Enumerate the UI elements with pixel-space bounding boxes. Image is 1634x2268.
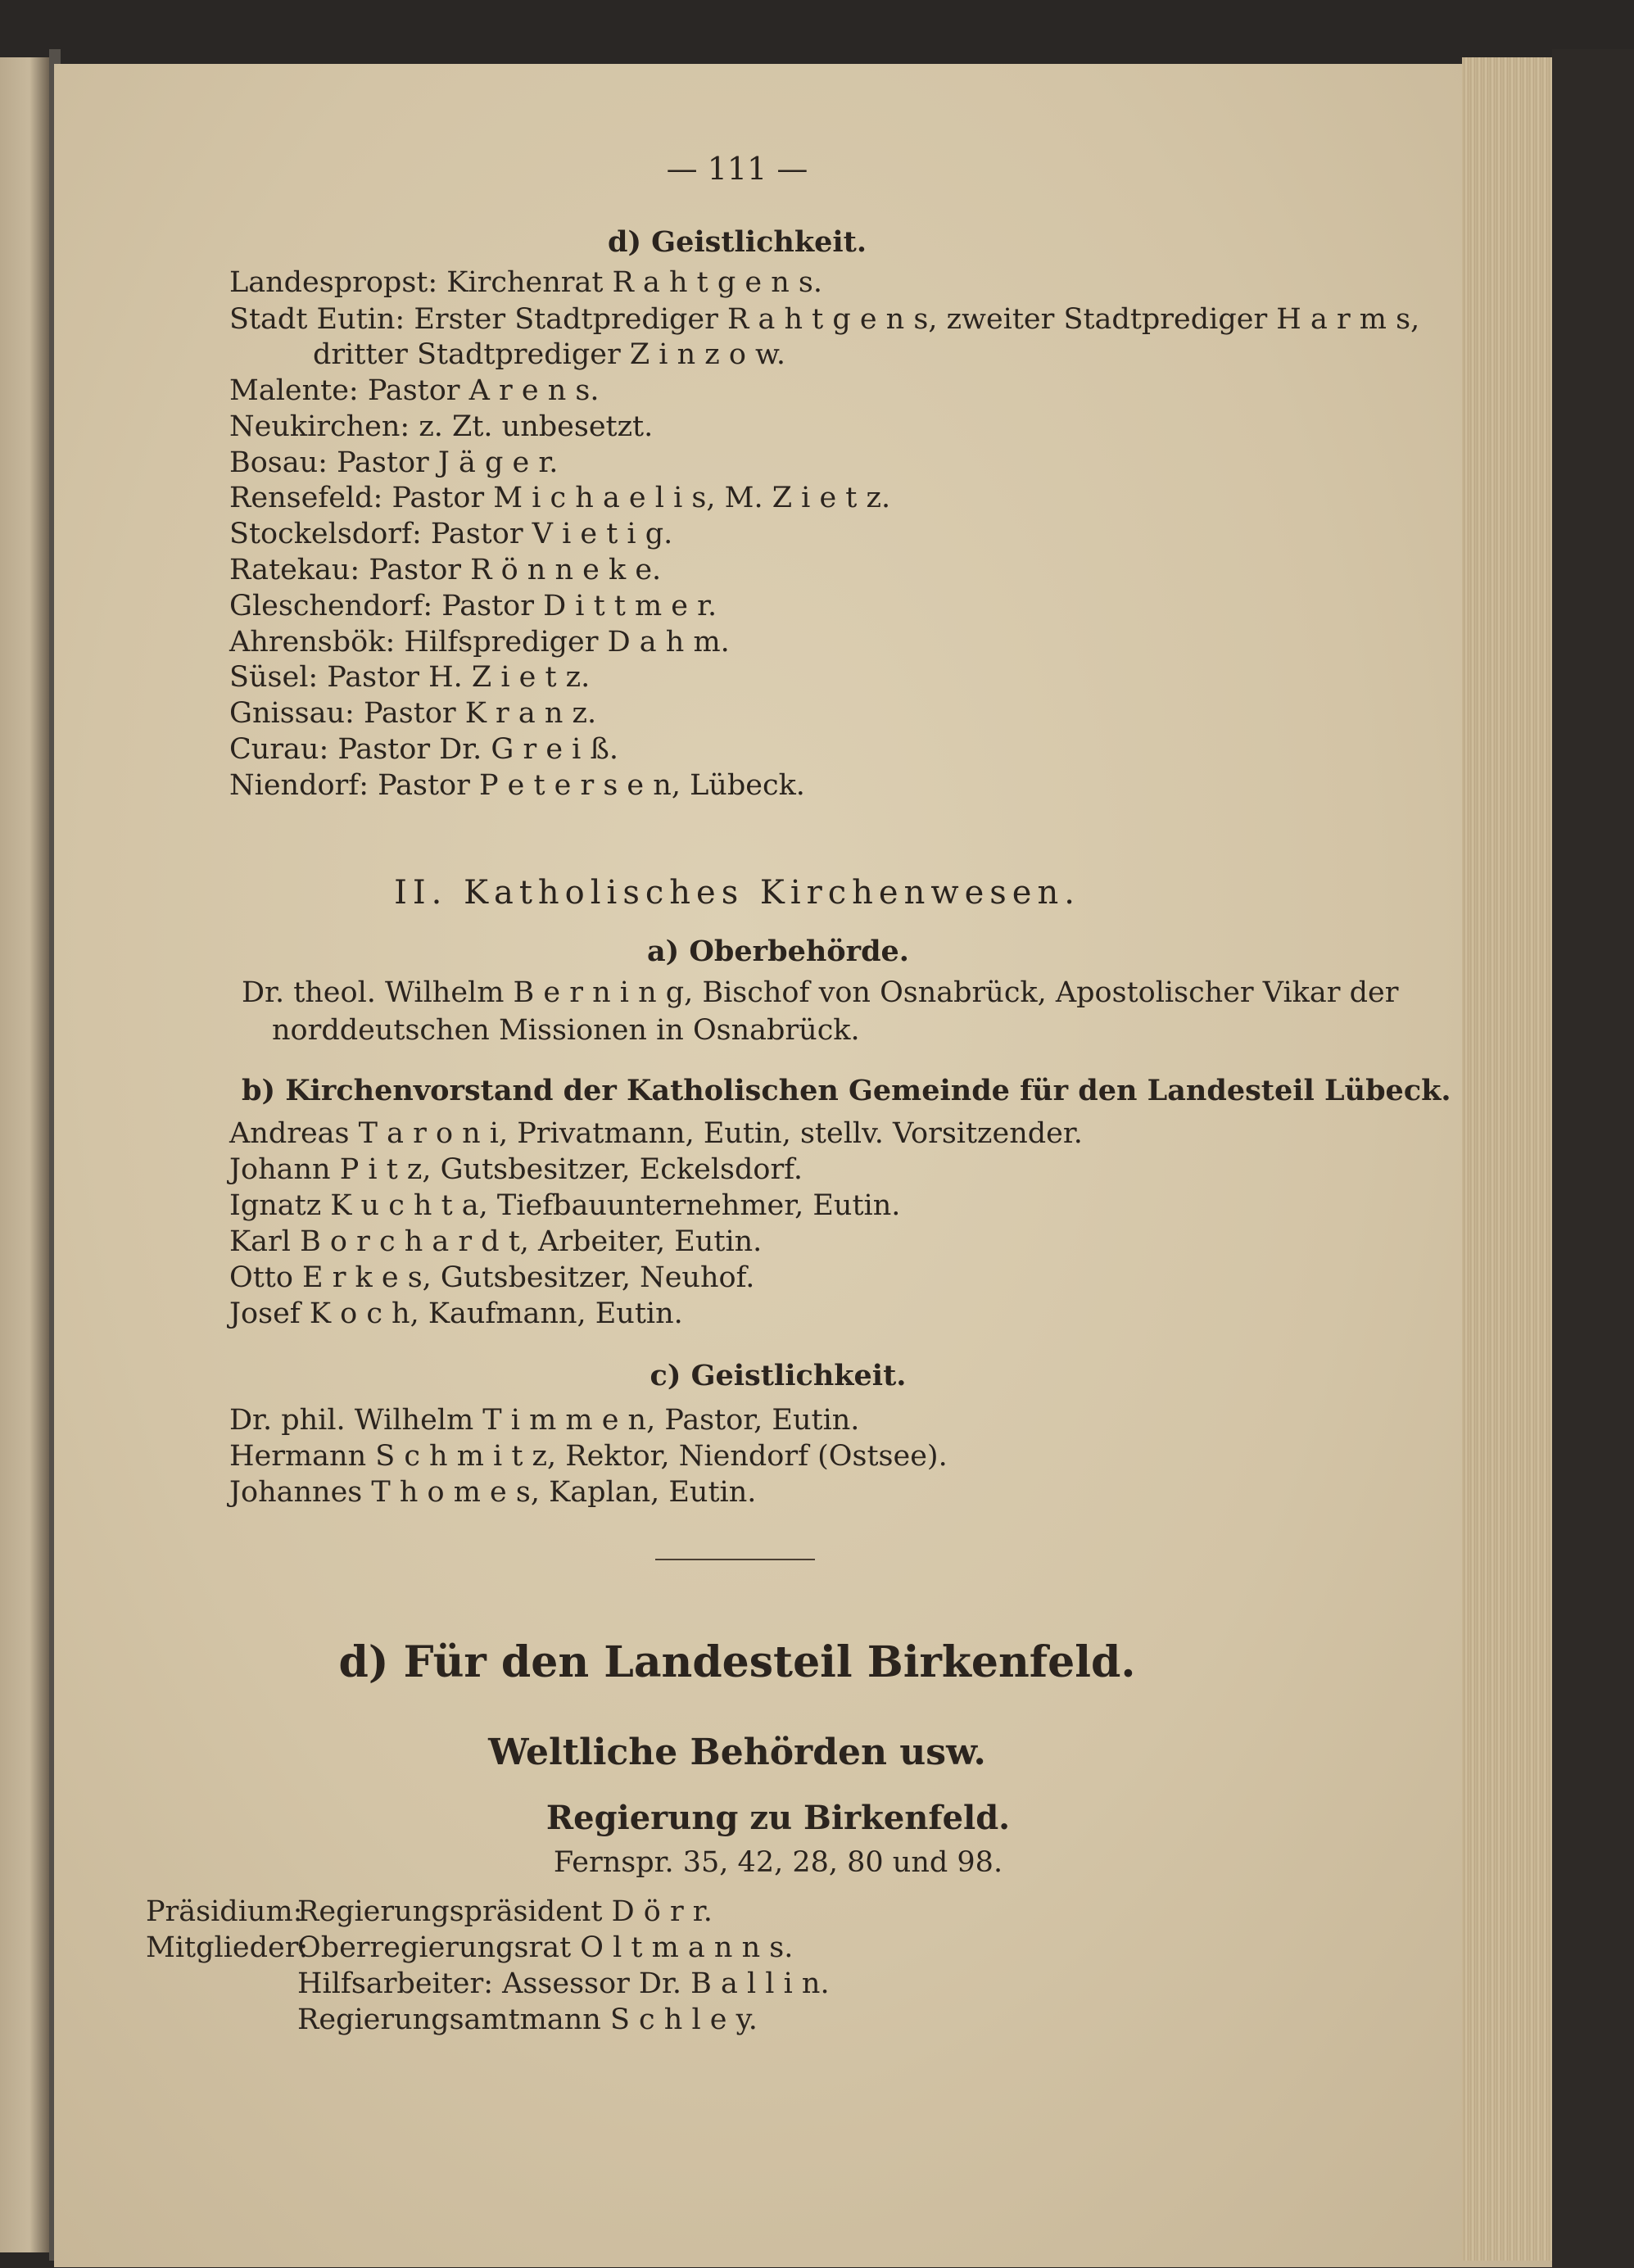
clergy-line: Neukirchen: z. Zt. unbesetzt. bbox=[229, 410, 654, 443]
catholic-clergy-line: Hermann S c h m i t z, Rektor, Niendorf (Ostsee). bbox=[229, 1440, 948, 1473]
praesidium-label: Präsidium: bbox=[146, 1895, 303, 1928]
catholic-section-heading: II. Katholisches Kirchenwesen. bbox=[394, 874, 1080, 912]
clergy-line: Gleschendorf: Pastor D i t t m e r. bbox=[229, 590, 717, 622]
mitglieder-label: Mitglieder: bbox=[146, 1931, 309, 1964]
oberbehoerde-line: Dr. theol. Wilhelm B e r n i n g, Bischof von Osnabrück, Apostolischer Vikar der bbox=[242, 976, 1399, 1009]
kirchenvorstand-line: Josef K o c h, Kaufmann, Eutin. bbox=[229, 1297, 683, 1330]
kirchenvorstand-heading: b) Kirchenvorstand der Katholischen Gemeinde für den Landesteil Lübeck. bbox=[242, 1074, 1451, 1107]
clergy-line: Ahrensbök: Hilfsprediger D a h m. bbox=[229, 626, 730, 659]
clergy-line: Bosau: Pastor J ä g e r. bbox=[229, 446, 559, 479]
weltliche-behoerden-heading: Weltliche Behörden usw. bbox=[488, 1732, 986, 1773]
regierung-heading: Regierung zu Birkenfeld. bbox=[545, 1799, 1011, 1837]
catholic-clergy-line: Dr. phil. Wilhelm T i m m e n, Pastor, Eutin. bbox=[229, 1404, 860, 1437]
mitglieder-line: Oberregierungsrat O l t m a n n s. bbox=[297, 1931, 794, 1964]
praesidium-value: Regierungspräsident D ö r r. bbox=[297, 1895, 713, 1928]
regierung-phone: Fernspr. 35, 42, 28, 80 und 98. bbox=[553, 1846, 1003, 1879]
clergy-line: Stadt Eutin: Erster Stadtprediger R a h t g e n s, zweiter Stadtprediger H a r m s, bbox=[229, 303, 1420, 336]
kirchenvorstand-line: Otto E r k e s, Gutsbesitzer, Neuhof. bbox=[229, 1261, 755, 1294]
clergy-line: Stockelsdorf: Pastor V i e t i g. bbox=[229, 518, 673, 550]
clergy-line: Malente: Pastor A r e n s. bbox=[229, 374, 600, 407]
kirchenvorstand-line: Andreas T a r o n i, Privatmann, Eutin, stellv. Vorsitzender. bbox=[229, 1117, 1083, 1150]
page-number: — 111 — bbox=[666, 151, 808, 187]
clergy-line: Gnissau: Pastor K r a n z. bbox=[229, 697, 597, 730]
clergy-line: Niendorf: Pastor P e t e r s e n, Lübeck. bbox=[229, 769, 805, 802]
kirchenvorstand-line: Karl B o r c h a r d t, Arbeiter, Eutin. bbox=[229, 1225, 763, 1258]
clergy-line: Curau: Pastor Dr. G r e i ß. bbox=[229, 733, 618, 766]
clergy-line: Ratekau: Pastor R ö n n e k e. bbox=[229, 554, 662, 586]
oberbehoerde-heading: a) Oberbehörde. bbox=[647, 935, 909, 968]
mitglieder-line: Regierungsamtmann S c h l e y. bbox=[297, 2003, 758, 2036]
kirchenvorstand-line: Johann P i t z, Gutsbesitzer, Eckelsdorf. bbox=[229, 1153, 803, 1186]
clergy-line: Süsel: Pastor H. Z i e t z. bbox=[229, 661, 591, 694]
clergy-line: Rensefeld: Pastor M i c h a e l i s, M. Z i e t z. bbox=[229, 482, 891, 514]
section-divider bbox=[655, 1559, 815, 1560]
catholic-clergy-heading: c) Geistlichkeit. bbox=[650, 1359, 907, 1392]
clergy-heading: d) Geistlichkeit. bbox=[607, 225, 867, 259]
mitglieder-line: Hilfsarbeiter: Assessor Dr. B a l l i n. bbox=[297, 1967, 830, 2000]
birkenfeld-heading: d) Für den Landesteil Birkenfeld. bbox=[338, 1637, 1136, 1687]
catholic-clergy-line: Johannes T h o m e s, Kaplan, Eutin. bbox=[229, 1476, 757, 1509]
clergy-line: dritter Stadtprediger Z i n z o w. bbox=[313, 338, 785, 371]
clergy-line: Landespropst: Kirchenrat R a h t g e n s. bbox=[229, 266, 822, 299]
oberbehoerde-line: norddeutschen Missionen in Osnabrück. bbox=[272, 1014, 860, 1047]
kirchenvorstand-line: Ignatz K u c h t a, Tiefbauunternehmer, Eutin. bbox=[229, 1189, 901, 1222]
